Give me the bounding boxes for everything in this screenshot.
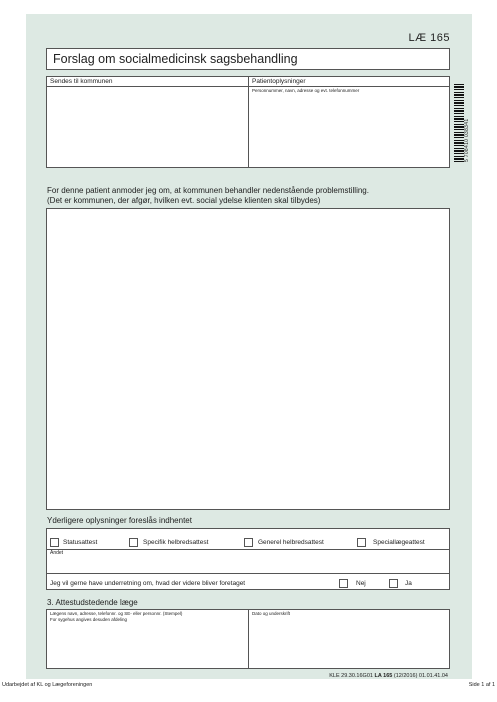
doctor-info-label-line-2: For sygehus angives desuden afdeling (50, 616, 128, 622)
patient-label: Patientoplysninger (252, 78, 306, 85)
footer-left: Udarbejdet af KL og Lægeforeningen (2, 682, 93, 688)
barcode-number: 5 708410 038341 (464, 118, 470, 162)
notify-yes-label: Ja (405, 580, 412, 587)
footer-code-prefix: KLE 29.30.16G01 (329, 673, 373, 679)
attest-box (46, 609, 450, 669)
date-signature-field[interactable] (249, 610, 449, 668)
notify-text: Jeg vil gerne have underretning om, hvad der videre bliver foretaget (50, 580, 246, 587)
footer-form-code (329, 673, 448, 679)
request-text (47, 186, 447, 206)
recipient-label: Sendes til kommunen (50, 78, 113, 85)
footer-code-bold: LA 165 (374, 673, 393, 679)
statusattest-checkbox[interactable] (50, 538, 59, 547)
request-line-2: (Det er kommunen, der afgør, hvilken evt. social ydelse klienten skal tilbydes) (47, 196, 321, 205)
generel-helbredsattest-checkbox[interactable] (244, 538, 253, 547)
patient-field[interactable] (249, 87, 449, 167)
date-signature-label: Dato og underskrift (252, 611, 291, 616)
barcode-bars (454, 84, 464, 162)
title-box (46, 48, 450, 70)
speciallaegeattest-checkbox[interactable] (357, 538, 366, 547)
request-line-1: For denne patient anmoder jeg om, at kommunen behandler nedenstående problemstilling. (47, 186, 369, 195)
notify-no-label: Nej (356, 580, 366, 587)
doctor-stamp-field[interactable] (47, 610, 248, 668)
header-box (46, 76, 450, 168)
other-label: Andet (50, 550, 64, 556)
statusattest-label: Statusattest (63, 539, 98, 546)
generel-helbredsattest-label: Generel helbredsattest (258, 539, 324, 546)
form-sheet (26, 14, 472, 679)
recipient-field[interactable] (47, 87, 248, 167)
further-info-box (46, 528, 450, 590)
footer-page-number: Side 1 af 1 (468, 682, 495, 688)
other-field[interactable] (47, 550, 449, 573)
patient-hint: Personnummer, navn, adresse og evt. telefonnummer (252, 88, 360, 93)
notify-yes-checkbox[interactable] (389, 579, 398, 588)
doctor-info-label-line-1: Lægens navn, adresse, telefonnr. og SE- eller personnr. (Stempel) (50, 611, 183, 616)
barcode (454, 84, 470, 162)
specifik-helbredsattest-label: Specifik helbredsattest (143, 539, 209, 546)
footer-code-suffix: (12/2016) 01.01.41.04 (393, 673, 448, 679)
other-divider (47, 573, 449, 574)
further-info-heading: Yderligere oplysninger foreslås indhentet (47, 516, 192, 525)
problem-description-field[interactable] (46, 208, 450, 510)
specifik-helbredsattest-checkbox[interactable] (129, 538, 138, 547)
form-code: LÆ 165 (408, 32, 450, 44)
speciallaegeattest-label: Speciallægeattest (373, 539, 425, 546)
section-3-heading: 3. Attestudstedende læge (47, 598, 138, 607)
form-title: Forslag om socialmedicinsk sagsbehandling (53, 52, 298, 66)
doctor-info-label (50, 611, 245, 622)
notify-no-checkbox[interactable] (339, 579, 348, 588)
